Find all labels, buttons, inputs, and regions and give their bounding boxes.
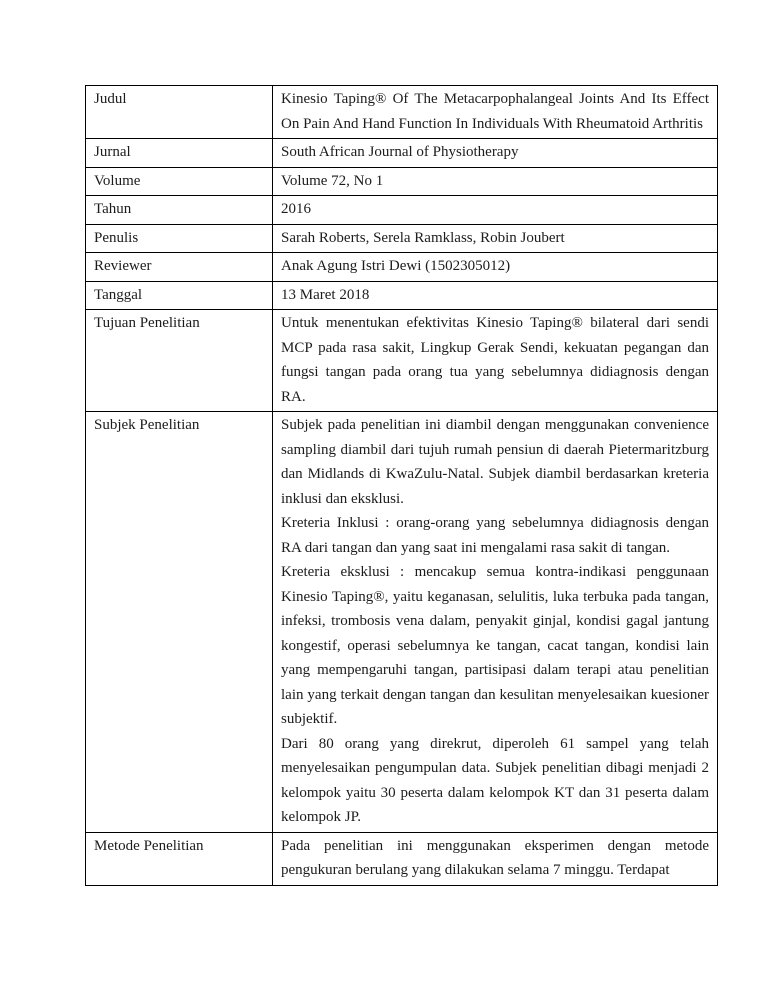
table-row-metode-penelitian: [86, 832, 718, 885]
row-value-penulis: [273, 224, 718, 253]
table-row-jurnal: [86, 139, 718, 168]
row-label-tujuan-penelitian: Tujuan Penelitian: [86, 310, 273, 412]
row-value-tanggal: [273, 281, 718, 310]
row-label-penulis: Penulis: [86, 224, 273, 253]
paragraph: Untuk menentukan efektivitas Kinesio Taping® bilateral dari sendi MCP pada rasa sakit, Lingkup Gerak Sendi, kekuatan pegangan dan fungsi tangan pada orang tua yang sebelumnya didiagnosis dengan RA.: [281, 315, 709, 405]
row-label-metode-penelitian: Metode Penelitian: [86, 832, 273, 885]
row-label-subjek-penelitian: Subjek Penelitian: [86, 412, 273, 833]
paragraph: Kinesio Taping® Of The Metacarpophalangeal Joints And Its Effect On Pain And Hand Function In Individuals With Rheumatoid Arthritis: [281, 91, 709, 132]
table-row-reviewer: [86, 253, 718, 282]
row-value-judul: [273, 86, 718, 139]
table-row-tanggal: [86, 281, 718, 310]
paragraph: Subjek pada penelitian ini diambil dengan menggunakan convenience sampling diambil dari tujuh rumah pensiun di daerah Pietermaritzburg dan Midlands di KwaZulu-Natal. Subjek diambil berdasarkan kreteria inklusi dan eksklusi.: [281, 417, 709, 507]
paragraph: South African Journal of Physiotherapy: [281, 144, 519, 160]
row-value-volume: [273, 167, 718, 196]
row-value-jurnal: [273, 139, 718, 168]
row-value-tujuan-penelitian: [273, 310, 718, 412]
paragraph: Kreteria Inklusi : orang-orang yang sebelumnya didiagnosis dengan RA dari tangan dan yang saat ini mengalami rasa sakit di tangan.: [281, 515, 709, 556]
row-value-tahun: [273, 196, 718, 225]
table-row-judul: [86, 86, 718, 139]
row-label-reviewer: Reviewer: [86, 253, 273, 282]
paragraph: 2016: [281, 201, 311, 217]
paragraph: Anak Agung Istri Dewi (1502305012): [281, 258, 511, 274]
table-row-subjek-penelitian: [86, 412, 718, 833]
row-label-judul: Judul: [86, 86, 273, 139]
row-label-jurnal: Jurnal: [86, 139, 273, 168]
paragraph: Dari 80 orang yang direkrut, diperoleh 61 sampel yang telah menyelesaikan pengumpulan data. Subjek penelitian dibagi menjadi 2 kelompok yaitu 30 peserta dalam kelompok KT dan 31 peserta dalam kelompok JP.: [281, 735, 709, 825]
table-row-volume: [86, 167, 718, 196]
journal-review-table: [85, 85, 718, 886]
row-label-volume: Volume: [86, 167, 273, 196]
table-row-penulis: [86, 224, 718, 253]
row-label-tahun: Tahun: [86, 196, 273, 225]
paragraph: Pada penelitian ini menggunakan eksperimen dengan metode pengukuran berulang yang dilakukan selama 7 minggu. Terdapat: [281, 837, 709, 878]
table-row-tujuan-penelitian: [86, 310, 718, 412]
paragraph: Sarah Roberts, Serela Ramklass, Robin Joubert: [281, 229, 565, 246]
row-value-metode-penelitian: [273, 832, 718, 885]
row-label-tanggal: Tanggal: [86, 281, 273, 310]
row-value-subjek-penelitian: [273, 412, 718, 833]
row-value-reviewer: [273, 253, 718, 282]
paragraph: Kreteria eksklusi : mencakup semua kontra-indikasi penggunaan Kinesio Taping®, yaitu keganasan, selulitis, luka terbuka pada tangan, infeksi, trombosis vena dalam, penyakit ginjal, kondisi gagal jantung kongestif, operasi sebelumnya ke tangan, cacat tangan, kondisi lain yang mempengaruhi tangan, partisipasi dalam terapi atau penelitian lain yang terkait dengan tangan dan kesulitan menyelesaikan kuesioner subjektif.: [281, 564, 709, 727]
paragraph: Volume 72, No 1: [281, 172, 384, 189]
paragraph: 13 Maret 2018: [281, 286, 370, 303]
table-row-tahun: [86, 196, 718, 225]
